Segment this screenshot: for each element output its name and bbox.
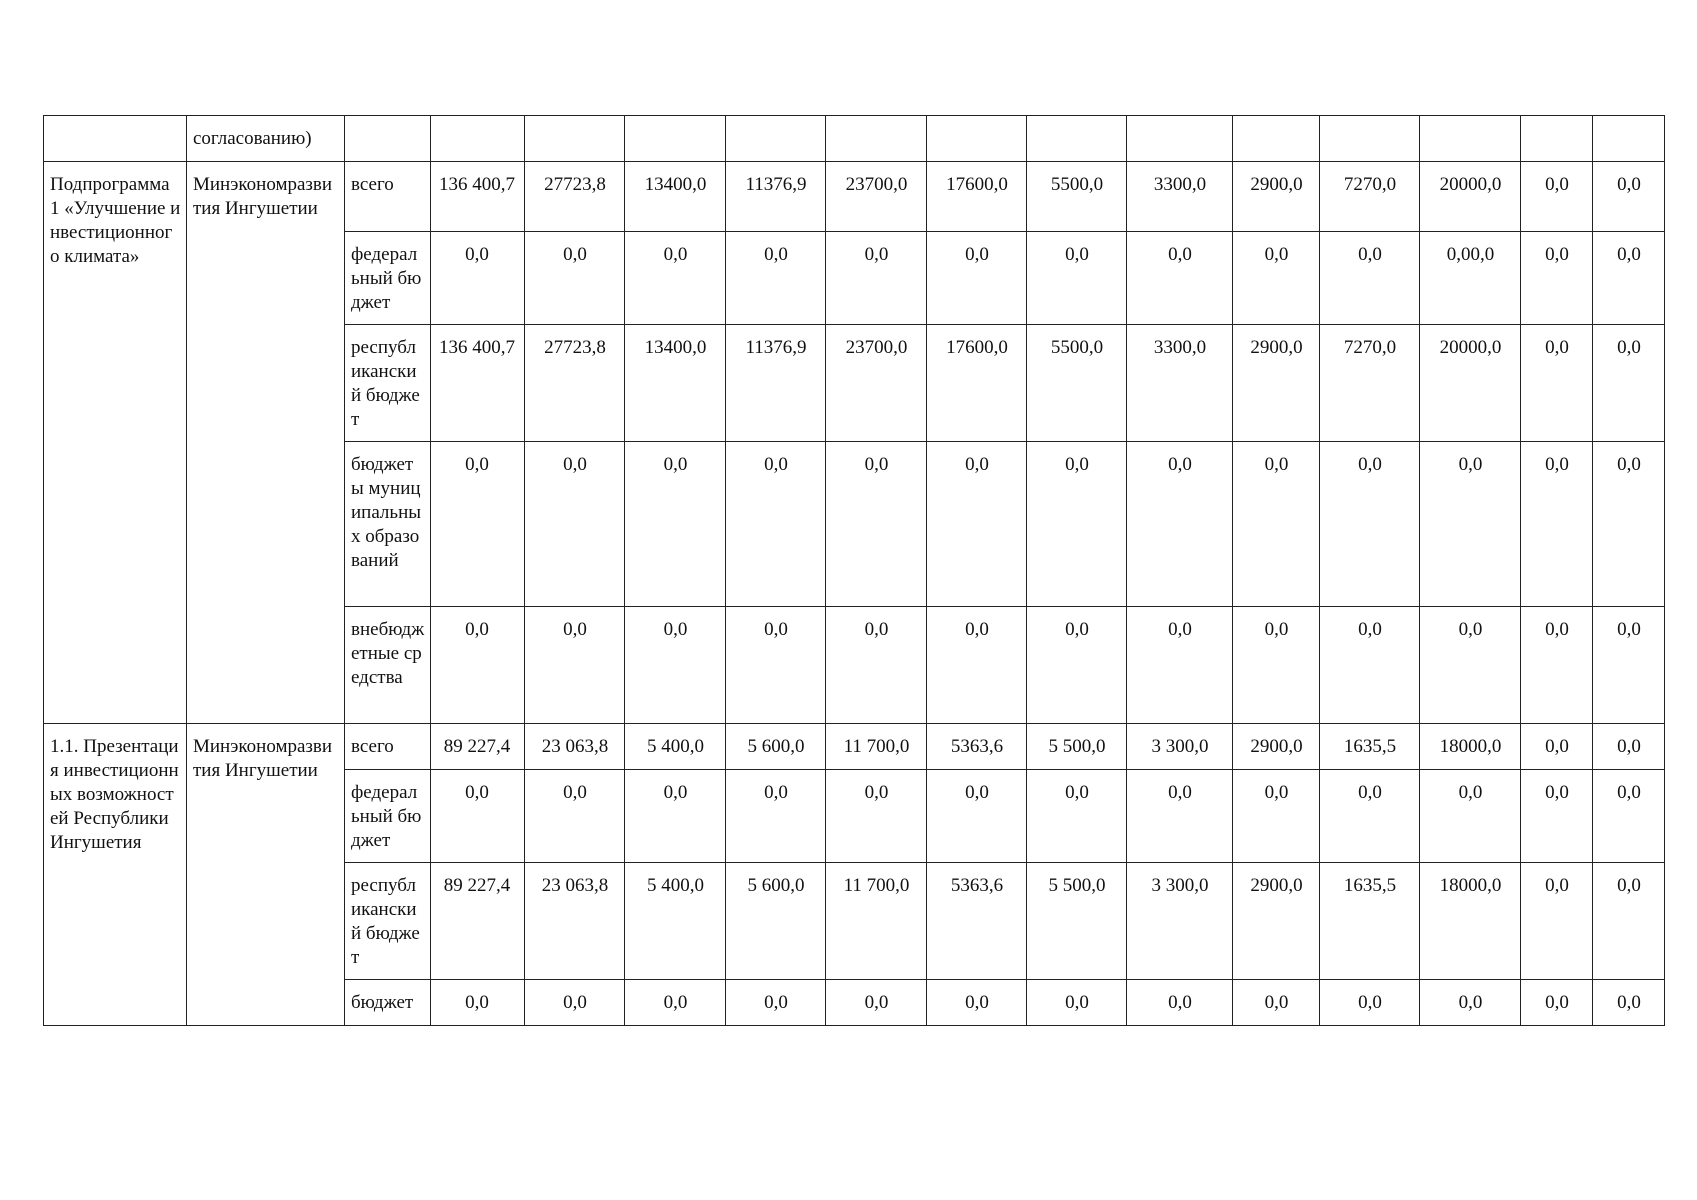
value-cell: 0,0 [1320, 232, 1420, 325]
value-cell: 0,0 [826, 980, 927, 1026]
value-cell: 0,0 [1593, 724, 1665, 770]
value-cell: 0,0 [1027, 442, 1127, 607]
responsible-cell: согласованию) [187, 116, 345, 162]
value-cell: 0,0 [525, 980, 625, 1026]
value-cell [1233, 116, 1320, 162]
value-cell: 11376,9 [726, 325, 826, 442]
value-cell: 5363,6 [927, 724, 1027, 770]
value-cell: 0,0 [1127, 607, 1233, 724]
value-cell: 0,0 [1027, 607, 1127, 724]
value-cell: 0,0 [431, 980, 525, 1026]
value-cell [625, 116, 726, 162]
value-cell: 0,0 [1320, 607, 1420, 724]
value-cell: 0,0 [927, 980, 1027, 1026]
funding-source-cell: внебюджетные средства [345, 607, 431, 724]
value-cell: 0,0 [431, 232, 525, 325]
value-cell: 0,0 [1521, 325, 1593, 442]
value-cell: 0,0 [1521, 442, 1593, 607]
value-cell: 0,0 [525, 770, 625, 863]
value-cell: 3300,0 [1127, 162, 1233, 232]
responsible-cell: Минэкономразвития Ингушетии [187, 162, 345, 724]
value-cell: 0,0 [525, 607, 625, 724]
value-cell [1593, 116, 1665, 162]
value-cell: 18000,0 [1420, 863, 1521, 980]
value-cell: 0,0 [1127, 980, 1233, 1026]
value-cell: 5 400,0 [625, 863, 726, 980]
budget-table-body [44, 116, 1665, 1026]
value-cell: 0,0 [625, 442, 726, 607]
value-cell: 0,0 [1593, 325, 1665, 442]
value-cell: 0,0 [726, 607, 826, 724]
value-cell: 23700,0 [826, 325, 927, 442]
funding-source-cell: бюджеты муниципальных образований [345, 442, 431, 607]
budget-table [43, 115, 1665, 1026]
value-cell: 0,0 [1521, 770, 1593, 863]
value-cell: 11 700,0 [826, 724, 927, 770]
value-cell: 0,0 [431, 770, 525, 863]
program-name-cell [44, 116, 187, 162]
value-cell: 0,0 [1521, 980, 1593, 1026]
value-cell: 0,0 [1521, 607, 1593, 724]
value-cell: 0,0 [1233, 442, 1320, 607]
value-cell: 0,0 [726, 980, 826, 1026]
value-cell: 1635,5 [1320, 863, 1420, 980]
value-cell: 0,0 [1320, 442, 1420, 607]
value-cell: 0,0 [726, 770, 826, 863]
value-cell: 3 300,0 [1127, 724, 1233, 770]
value-cell: 0,0 [927, 232, 1027, 325]
value-cell: 0,0 [1521, 724, 1593, 770]
value-cell: 5 500,0 [1027, 724, 1127, 770]
value-cell: 13400,0 [625, 325, 726, 442]
value-cell: 0,0 [826, 442, 927, 607]
value-cell: 23 063,8 [525, 724, 625, 770]
value-cell: 0,0 [1027, 980, 1127, 1026]
value-cell: 0,0 [1420, 607, 1521, 724]
value-cell: 5500,0 [1027, 325, 1127, 442]
value-cell: 7270,0 [1320, 325, 1420, 442]
value-cell: 0,0 [1593, 232, 1665, 325]
value-cell [1127, 116, 1233, 162]
value-cell: 0,0 [1593, 863, 1665, 980]
value-cell: 27723,8 [525, 162, 625, 232]
value-cell: 136 400,7 [431, 325, 525, 442]
value-cell: 0,0 [1521, 232, 1593, 325]
value-cell: 2900,0 [1233, 863, 1320, 980]
value-cell: 0,0 [1420, 442, 1521, 607]
program-name-cell: 1.1. Презентация инвестиционных возможностей Республики Ингушетия [44, 724, 187, 1026]
value-cell: 2900,0 [1233, 724, 1320, 770]
value-cell: 89 227,4 [431, 863, 525, 980]
value-cell: 27723,8 [525, 325, 625, 442]
value-cell: 0,0 [1320, 980, 1420, 1026]
value-cell: 0,0 [927, 442, 1027, 607]
funding-source-cell [345, 116, 431, 162]
value-cell: 11376,9 [726, 162, 826, 232]
value-cell: 5363,6 [927, 863, 1027, 980]
value-cell: 0,0 [1593, 770, 1665, 863]
table-row [44, 724, 1665, 770]
value-cell: 3300,0 [1127, 325, 1233, 442]
value-cell [1027, 116, 1127, 162]
value-cell: 0,0 [625, 980, 726, 1026]
value-cell: 0,0 [726, 232, 826, 325]
value-cell: 0,0 [927, 607, 1027, 724]
value-cell: 0,0 [1593, 607, 1665, 724]
value-cell: 0,0 [431, 442, 525, 607]
value-cell: 18000,0 [1420, 724, 1521, 770]
funding-source-cell: республиканский бюджет [345, 325, 431, 442]
value-cell: 20000,0 [1420, 325, 1521, 442]
value-cell: 0,0 [1593, 442, 1665, 607]
responsible-cell: Минэкономразвития Ингушетии [187, 724, 345, 1026]
value-cell: 0,0 [525, 232, 625, 325]
value-cell: 89 227,4 [431, 724, 525, 770]
value-cell [1420, 116, 1521, 162]
funding-source-cell: федеральный бюджет [345, 232, 431, 325]
funding-source-cell: республиканский бюджет [345, 863, 431, 980]
program-name-cell: Подпрограмма 1 «Улучшение инвестиционного климата» [44, 162, 187, 724]
value-cell: 5 500,0 [1027, 863, 1127, 980]
value-cell: 2900,0 [1233, 162, 1320, 232]
funding-source-cell: федеральный бюджет [345, 770, 431, 863]
value-cell: 0,0 [1233, 232, 1320, 325]
value-cell: 0,0 [826, 232, 927, 325]
value-cell: 0,0 [1593, 980, 1665, 1026]
value-cell: 0,0 [1027, 232, 1127, 325]
value-cell [1320, 116, 1420, 162]
funding-source-cell: всего [345, 162, 431, 232]
value-cell: 0,0 [1027, 770, 1127, 863]
value-cell: 0,0 [1521, 863, 1593, 980]
funding-source-cell: всего [345, 724, 431, 770]
value-cell: 7270,0 [1320, 162, 1420, 232]
value-cell: 5 600,0 [726, 863, 826, 980]
value-cell: 20000,0 [1420, 162, 1521, 232]
value-cell [431, 116, 525, 162]
value-cell: 17600,0 [927, 162, 1027, 232]
value-cell: 1635,5 [1320, 724, 1420, 770]
value-cell: 0,0 [1420, 770, 1521, 863]
value-cell: 0,0 [625, 232, 726, 325]
value-cell: 2900,0 [1233, 325, 1320, 442]
value-cell [525, 116, 625, 162]
value-cell: 23700,0 [826, 162, 927, 232]
value-cell: 17600,0 [927, 325, 1027, 442]
value-cell: 136 400,7 [431, 162, 525, 232]
value-cell: 0,0 [1233, 770, 1320, 863]
value-cell: 5 600,0 [726, 724, 826, 770]
value-cell [826, 116, 927, 162]
value-cell: 0,0 [625, 770, 726, 863]
value-cell: 0,0 [1233, 607, 1320, 724]
funding-source-cell: бюджет [345, 980, 431, 1026]
value-cell: 0,0 [826, 770, 927, 863]
value-cell: 0,0 [431, 607, 525, 724]
value-cell: 0,00,0 [1420, 232, 1521, 325]
value-cell: 0,0 [1127, 442, 1233, 607]
value-cell: 0,0 [1593, 162, 1665, 232]
value-cell: 0,0 [1127, 232, 1233, 325]
table-row [44, 162, 1665, 232]
value-cell: 0,0 [1420, 980, 1521, 1026]
value-cell [927, 116, 1027, 162]
table-row [44, 116, 1665, 162]
value-cell: 13400,0 [625, 162, 726, 232]
value-cell: 0,0 [1521, 162, 1593, 232]
value-cell: 0,0 [1127, 770, 1233, 863]
value-cell [726, 116, 826, 162]
value-cell: 11 700,0 [826, 863, 927, 980]
value-cell: 0,0 [927, 770, 1027, 863]
value-cell [1521, 116, 1593, 162]
value-cell: 5500,0 [1027, 162, 1127, 232]
value-cell: 5 400,0 [625, 724, 726, 770]
value-cell: 0,0 [1320, 770, 1420, 863]
value-cell: 0,0 [726, 442, 826, 607]
value-cell: 0,0 [625, 607, 726, 724]
value-cell: 0,0 [525, 442, 625, 607]
value-cell: 23 063,8 [525, 863, 625, 980]
value-cell: 3 300,0 [1127, 863, 1233, 980]
value-cell: 0,0 [826, 607, 927, 724]
value-cell: 0,0 [1233, 980, 1320, 1026]
